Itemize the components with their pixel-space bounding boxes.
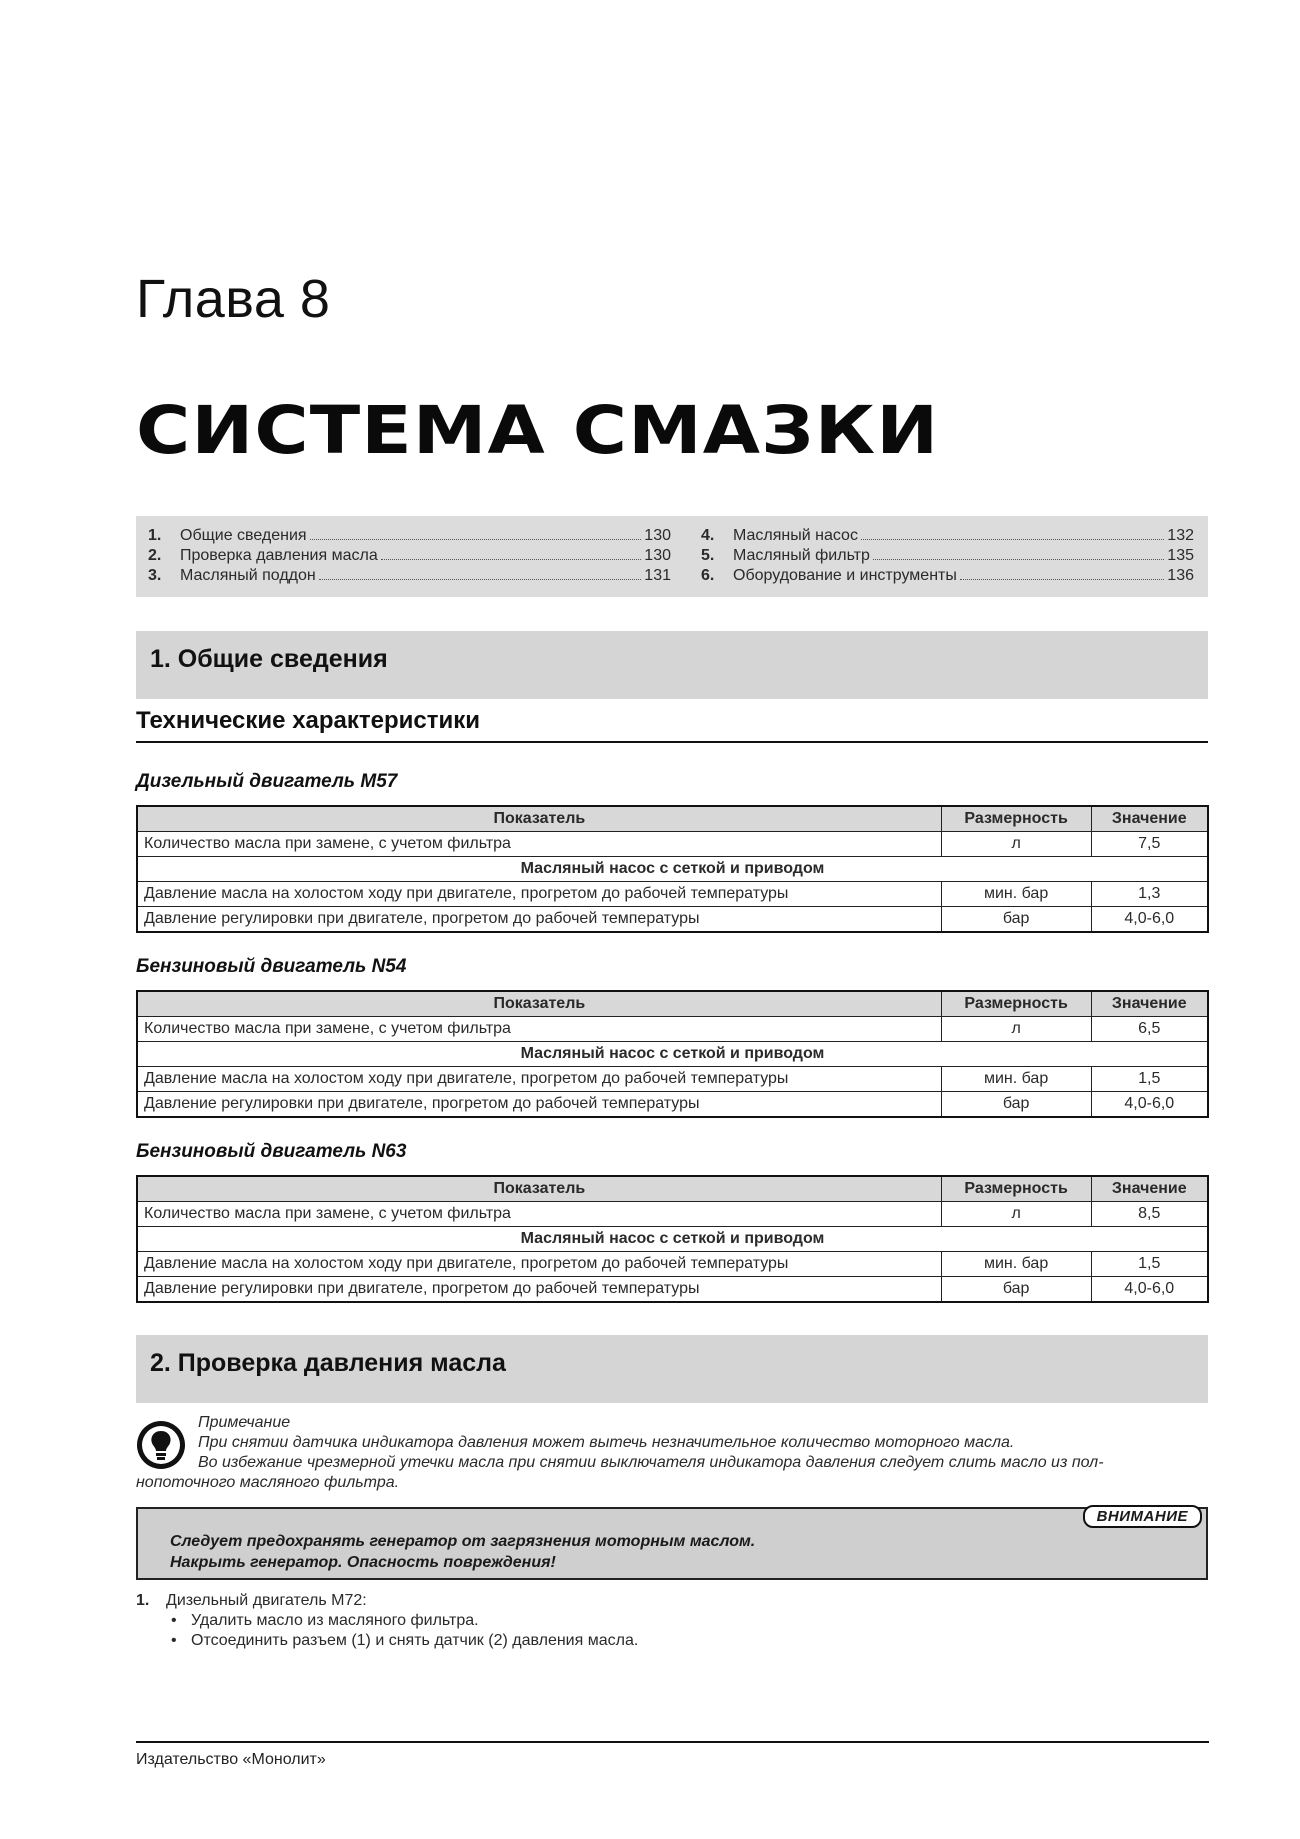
header-value: Значение	[1091, 806, 1208, 832]
warning-text	[170, 1531, 755, 1573]
lightbulb-icon	[136, 1420, 186, 1470]
spec-table	[136, 990, 1209, 1118]
toc-page: 135	[1167, 547, 1194, 564]
table-row	[137, 832, 1208, 857]
engine-heading: Дизельный двигатель М57	[136, 771, 398, 792]
engine-heading: Бензиновый двигатель N63	[136, 1141, 407, 1162]
param-cell: Количество масла при замене, с учетом фильтра	[137, 832, 941, 857]
value-cell: 4,0-6,0	[1091, 907, 1208, 933]
table-row	[137, 882, 1208, 907]
value-cell: 8,5	[1091, 1202, 1208, 1227]
header-param: Показатель	[137, 1176, 941, 1202]
toc-leader	[960, 579, 1164, 580]
toc-page: 130	[644, 547, 671, 564]
param-cell: Давление масла на холостом ходу при двигателе, прогретом до рабочей температуры	[137, 882, 941, 907]
toc-number: 4.	[701, 527, 715, 544]
table-of-contents	[136, 516, 1208, 597]
toc-leader	[310, 539, 642, 540]
value-cell: 1,5	[1091, 1067, 1208, 1092]
toc-page: 131	[644, 567, 671, 584]
table-header-row	[137, 1176, 1208, 1202]
toc-column-right	[671, 526, 1194, 597]
step-title: Дизельный двигатель М72:	[166, 1592, 367, 1609]
table-subheader-row	[137, 1042, 1208, 1067]
step-item	[136, 1591, 638, 1611]
note-text: Во избежание чрезмерной утечки масла при снятии выключателя индикатора давления следует слить масло из пол-	[198, 1454, 1104, 1471]
toc-item[interactable]	[701, 566, 1194, 586]
bullet-item: • Удалить масло из масляного фильтра.	[136, 1611, 638, 1631]
toc-page: 136	[1167, 567, 1194, 584]
value-cell: 4,0-6,0	[1091, 1277, 1208, 1303]
toc-title: Масляный фильтр	[733, 547, 870, 564]
subheader-cell: Масляный насос с сеткой и приводом	[137, 857, 1208, 882]
note-label: Примечание	[198, 1414, 291, 1431]
header-param: Показатель	[137, 991, 941, 1017]
toc-page: 132	[1167, 527, 1194, 544]
header-param: Показатель	[137, 806, 941, 832]
spec-table	[136, 1175, 1209, 1303]
unit-cell: мин. бар	[941, 1252, 1091, 1277]
toc-item[interactable]	[148, 566, 671, 586]
subheader-cell: Масляный насос с сеткой и приводом	[137, 1227, 1208, 1252]
toc-item[interactable]	[701, 546, 1194, 566]
header-value: Значение	[1091, 991, 1208, 1017]
footer-divider	[136, 1741, 1209, 1743]
section-heading-general: 1. Общие сведения	[136, 631, 1208, 699]
toc-leader	[381, 559, 642, 560]
warning-box	[136, 1507, 1208, 1580]
table-row	[137, 1092, 1208, 1118]
note-text: При снятии датчика индикатора давления может вытечь незначительное количество моторного масла.	[198, 1434, 1015, 1451]
param-cell: Давление регулировки при двигателе, прогретом до рабочей температуры	[137, 1277, 941, 1303]
specs-heading: Технические характеристики	[136, 707, 1208, 743]
chapter-title: СИСТЕМА СМАЗКИ	[136, 392, 940, 469]
toc-number: 5.	[701, 547, 715, 564]
table-subheader-row	[137, 1227, 1208, 1252]
bullet-item: • Отсоединить разъем (1) и снять датчик (2) давления масла.	[136, 1631, 638, 1651]
toc-title: Оборудование и инструменты	[733, 567, 957, 584]
table-subheader-row	[137, 857, 1208, 882]
toc-title: Масляный поддон	[180, 567, 316, 584]
warning-badge: ВНИМАНИЕ	[1083, 1505, 1202, 1528]
spec-table	[136, 805, 1209, 933]
header-unit: Размерность	[941, 991, 1091, 1017]
unit-cell: мин. бар	[941, 1067, 1091, 1092]
value-cell: 1,3	[1091, 882, 1208, 907]
param-cell: Давление регулировки при двигателе, прогретом до рабочей температуры	[137, 907, 941, 933]
toc-leader	[873, 559, 1164, 560]
table-row	[137, 1017, 1208, 1042]
toc-item[interactable]	[148, 526, 671, 546]
note-text: нопоточного масляного фильтра.	[136, 1474, 400, 1491]
toc-number: 2.	[148, 547, 162, 564]
toc-leader	[861, 539, 1164, 540]
unit-cell: л	[941, 1017, 1091, 1042]
toc-title: Общие сведения	[180, 527, 307, 544]
toc-column-left	[148, 526, 671, 597]
param-cell: Давление масла на холостом ходу при двигателе, прогретом до рабочей температуры	[137, 1252, 941, 1277]
toc-number: 1.	[148, 527, 162, 544]
warning-line: Накрыть генератор. Опасность повреждения!	[170, 1554, 556, 1571]
toc-title: Масляный насос	[733, 527, 858, 544]
toc-number: 6.	[701, 567, 715, 584]
unit-cell: бар	[941, 907, 1091, 933]
toc-leader	[319, 579, 642, 580]
toc-number: 3.	[148, 567, 162, 584]
table-row	[137, 1277, 1208, 1303]
header-unit: Размерность	[941, 1176, 1091, 1202]
table-row	[137, 1202, 1208, 1227]
param-cell: Количество масла при замене, с учетом фильтра	[137, 1202, 941, 1227]
toc-page: 130	[644, 527, 671, 544]
unit-cell: л	[941, 1202, 1091, 1227]
value-cell: 7,5	[1091, 832, 1208, 857]
section-heading-pressure-check: 2. Проверка давления масла	[136, 1335, 1208, 1403]
value-cell: 1,5	[1091, 1252, 1208, 1277]
toc-item[interactable]	[701, 526, 1194, 546]
toc-title: Проверка давления масла	[180, 547, 378, 564]
table-row	[137, 1252, 1208, 1277]
warning-line: Следует предохранять генератор от загрязнения моторным маслом.	[170, 1533, 756, 1550]
unit-cell: бар	[941, 1092, 1091, 1118]
table-header-row	[137, 991, 1208, 1017]
param-cell: Давление регулировки при двигателе, прогретом до рабочей температуры	[137, 1092, 941, 1118]
table-header-row	[137, 806, 1208, 832]
value-cell: 6,5	[1091, 1017, 1208, 1042]
step-number: 1.	[136, 1592, 150, 1609]
engine-heading: Бензиновый двигатель N54	[136, 956, 407, 977]
table-row	[137, 907, 1208, 933]
value-cell: 4,0-6,0	[1091, 1092, 1208, 1118]
footer-publisher: Издательство «Монолит»	[136, 1751, 326, 1768]
chapter-label: Глава 8	[136, 269, 331, 329]
table-row	[137, 1067, 1208, 1092]
subheader-cell: Масляный насос с сеткой и приводом	[137, 1042, 1208, 1067]
procedure-steps	[136, 1591, 638, 1651]
param-cell: Давление масла на холостом ходу при двигателе, прогретом до рабочей температуры	[137, 1067, 941, 1092]
unit-cell: л	[941, 832, 1091, 857]
header-unit: Размерность	[941, 806, 1091, 832]
unit-cell: бар	[941, 1277, 1091, 1303]
toc-item[interactable]	[148, 546, 671, 566]
header-value: Значение	[1091, 1176, 1208, 1202]
unit-cell: мин. бар	[941, 882, 1091, 907]
param-cell: Количество масла при замене, с учетом фильтра	[137, 1017, 941, 1042]
